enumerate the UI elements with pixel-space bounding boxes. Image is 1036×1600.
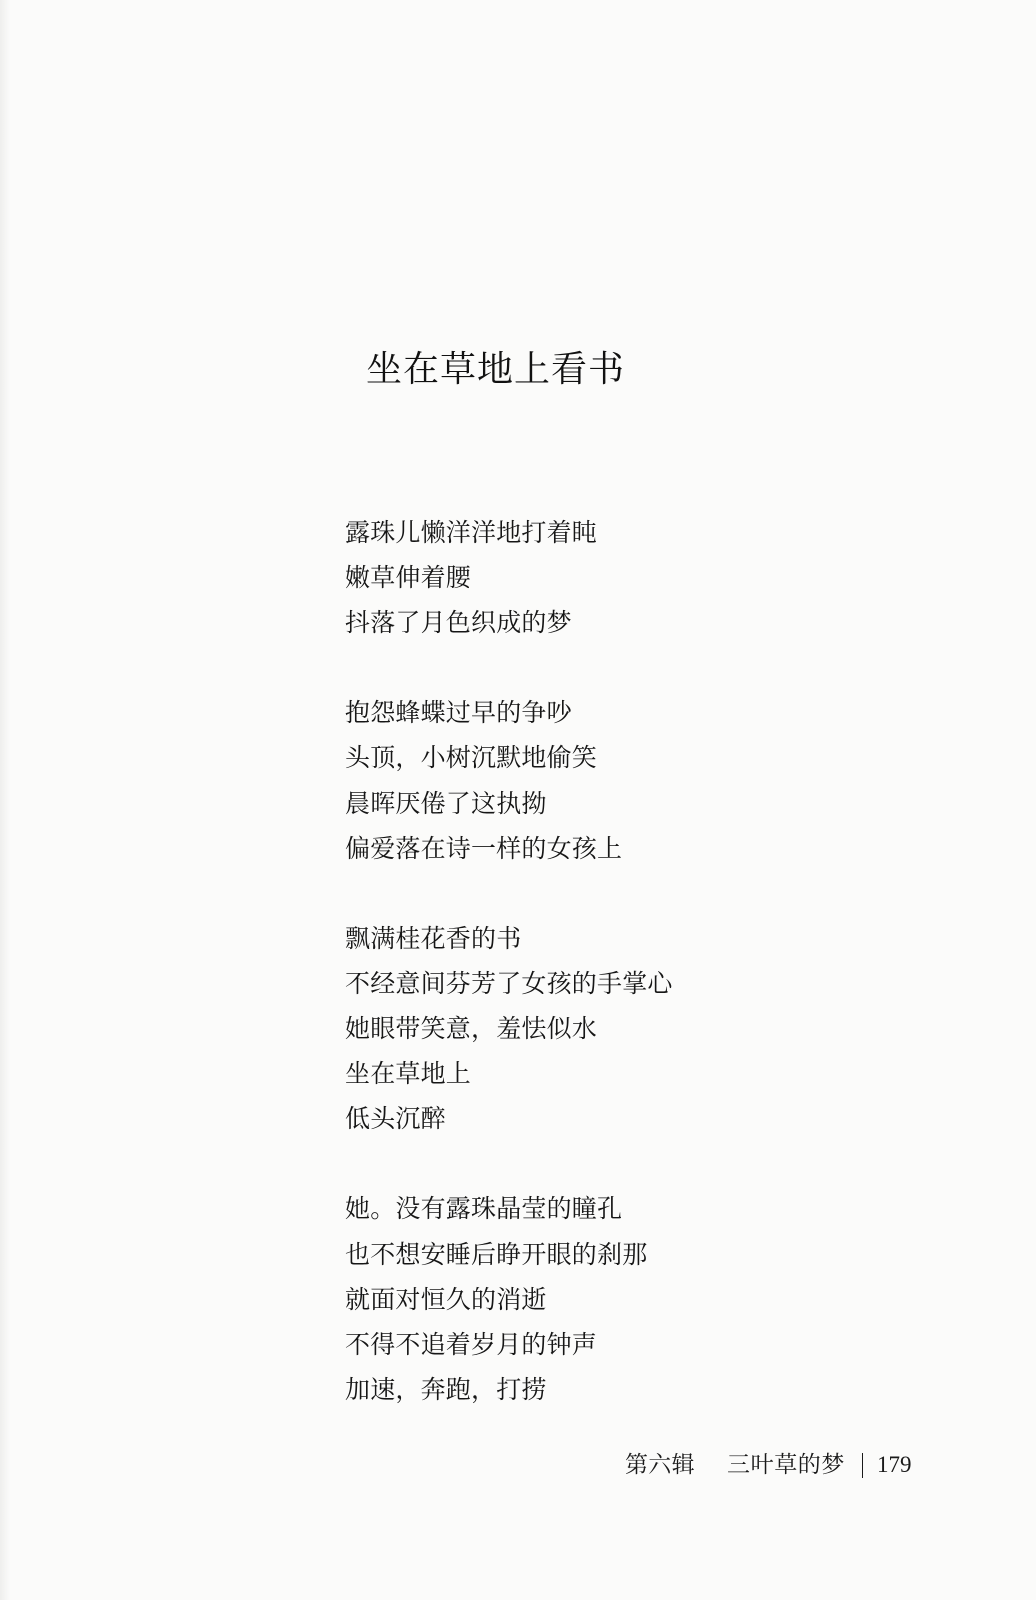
page-number: 179 — [877, 1452, 912, 1477]
poem-line: 晨晖厌倦了这执拗 — [345, 788, 547, 818]
poem-line: 就面对恒久的消逝 — [345, 1284, 547, 1314]
poem-line: 嫩草伸着腰 — [345, 563, 472, 593]
poem-line: 露珠儿懒洋洋地打着盹 — [345, 518, 598, 547]
footer-divider — [862, 1453, 863, 1478]
poem-line: 她眼带笑意，羞怯似水 — [345, 1014, 598, 1044]
poem-line: 也不想安睡后睁开眼的刹那 — [345, 1239, 648, 1269]
poem-line: 抱怨蜂蝶过早的争吵 — [345, 698, 572, 728]
footer-section-title: 第六辑 — [625, 1452, 695, 1478]
poem-line: 她。没有露珠晶莹的瞳孔 — [345, 1194, 623, 1224]
poem-body — [345, 510, 765, 1457]
poem-line: 偏爱落在诗一样的女孩上 — [345, 833, 623, 863]
poem-line: 坐在草地上 — [345, 1059, 472, 1089]
poem-title: 坐在草地上看书 — [366, 349, 626, 390]
poem-line: 抖落了月色织成的梦 — [345, 608, 572, 638]
poem-line: 不得不追着岁月的钟声 — [345, 1329, 598, 1359]
stanza-4 — [345, 1186, 765, 1411]
scan-edge-shadow — [0, 0, 10, 1600]
poem-line: 低头沉醉 — [345, 1104, 446, 1134]
footer-chapter-title: 三叶草的梦 — [727, 1452, 845, 1478]
stanza-1 — [345, 510, 765, 645]
stanza-3 — [345, 916, 765, 1141]
poem-line: 不经意间芬芳了女孩的手掌心 — [345, 968, 673, 998]
poem-line: 飘满桂花香的书 — [345, 923, 522, 953]
poem-line: 头顶，小树沉默地偷笑 — [345, 743, 598, 773]
stanza-2 — [345, 690, 765, 870]
poem-line: 加速，奔跑，打捞 — [345, 1374, 547, 1404]
